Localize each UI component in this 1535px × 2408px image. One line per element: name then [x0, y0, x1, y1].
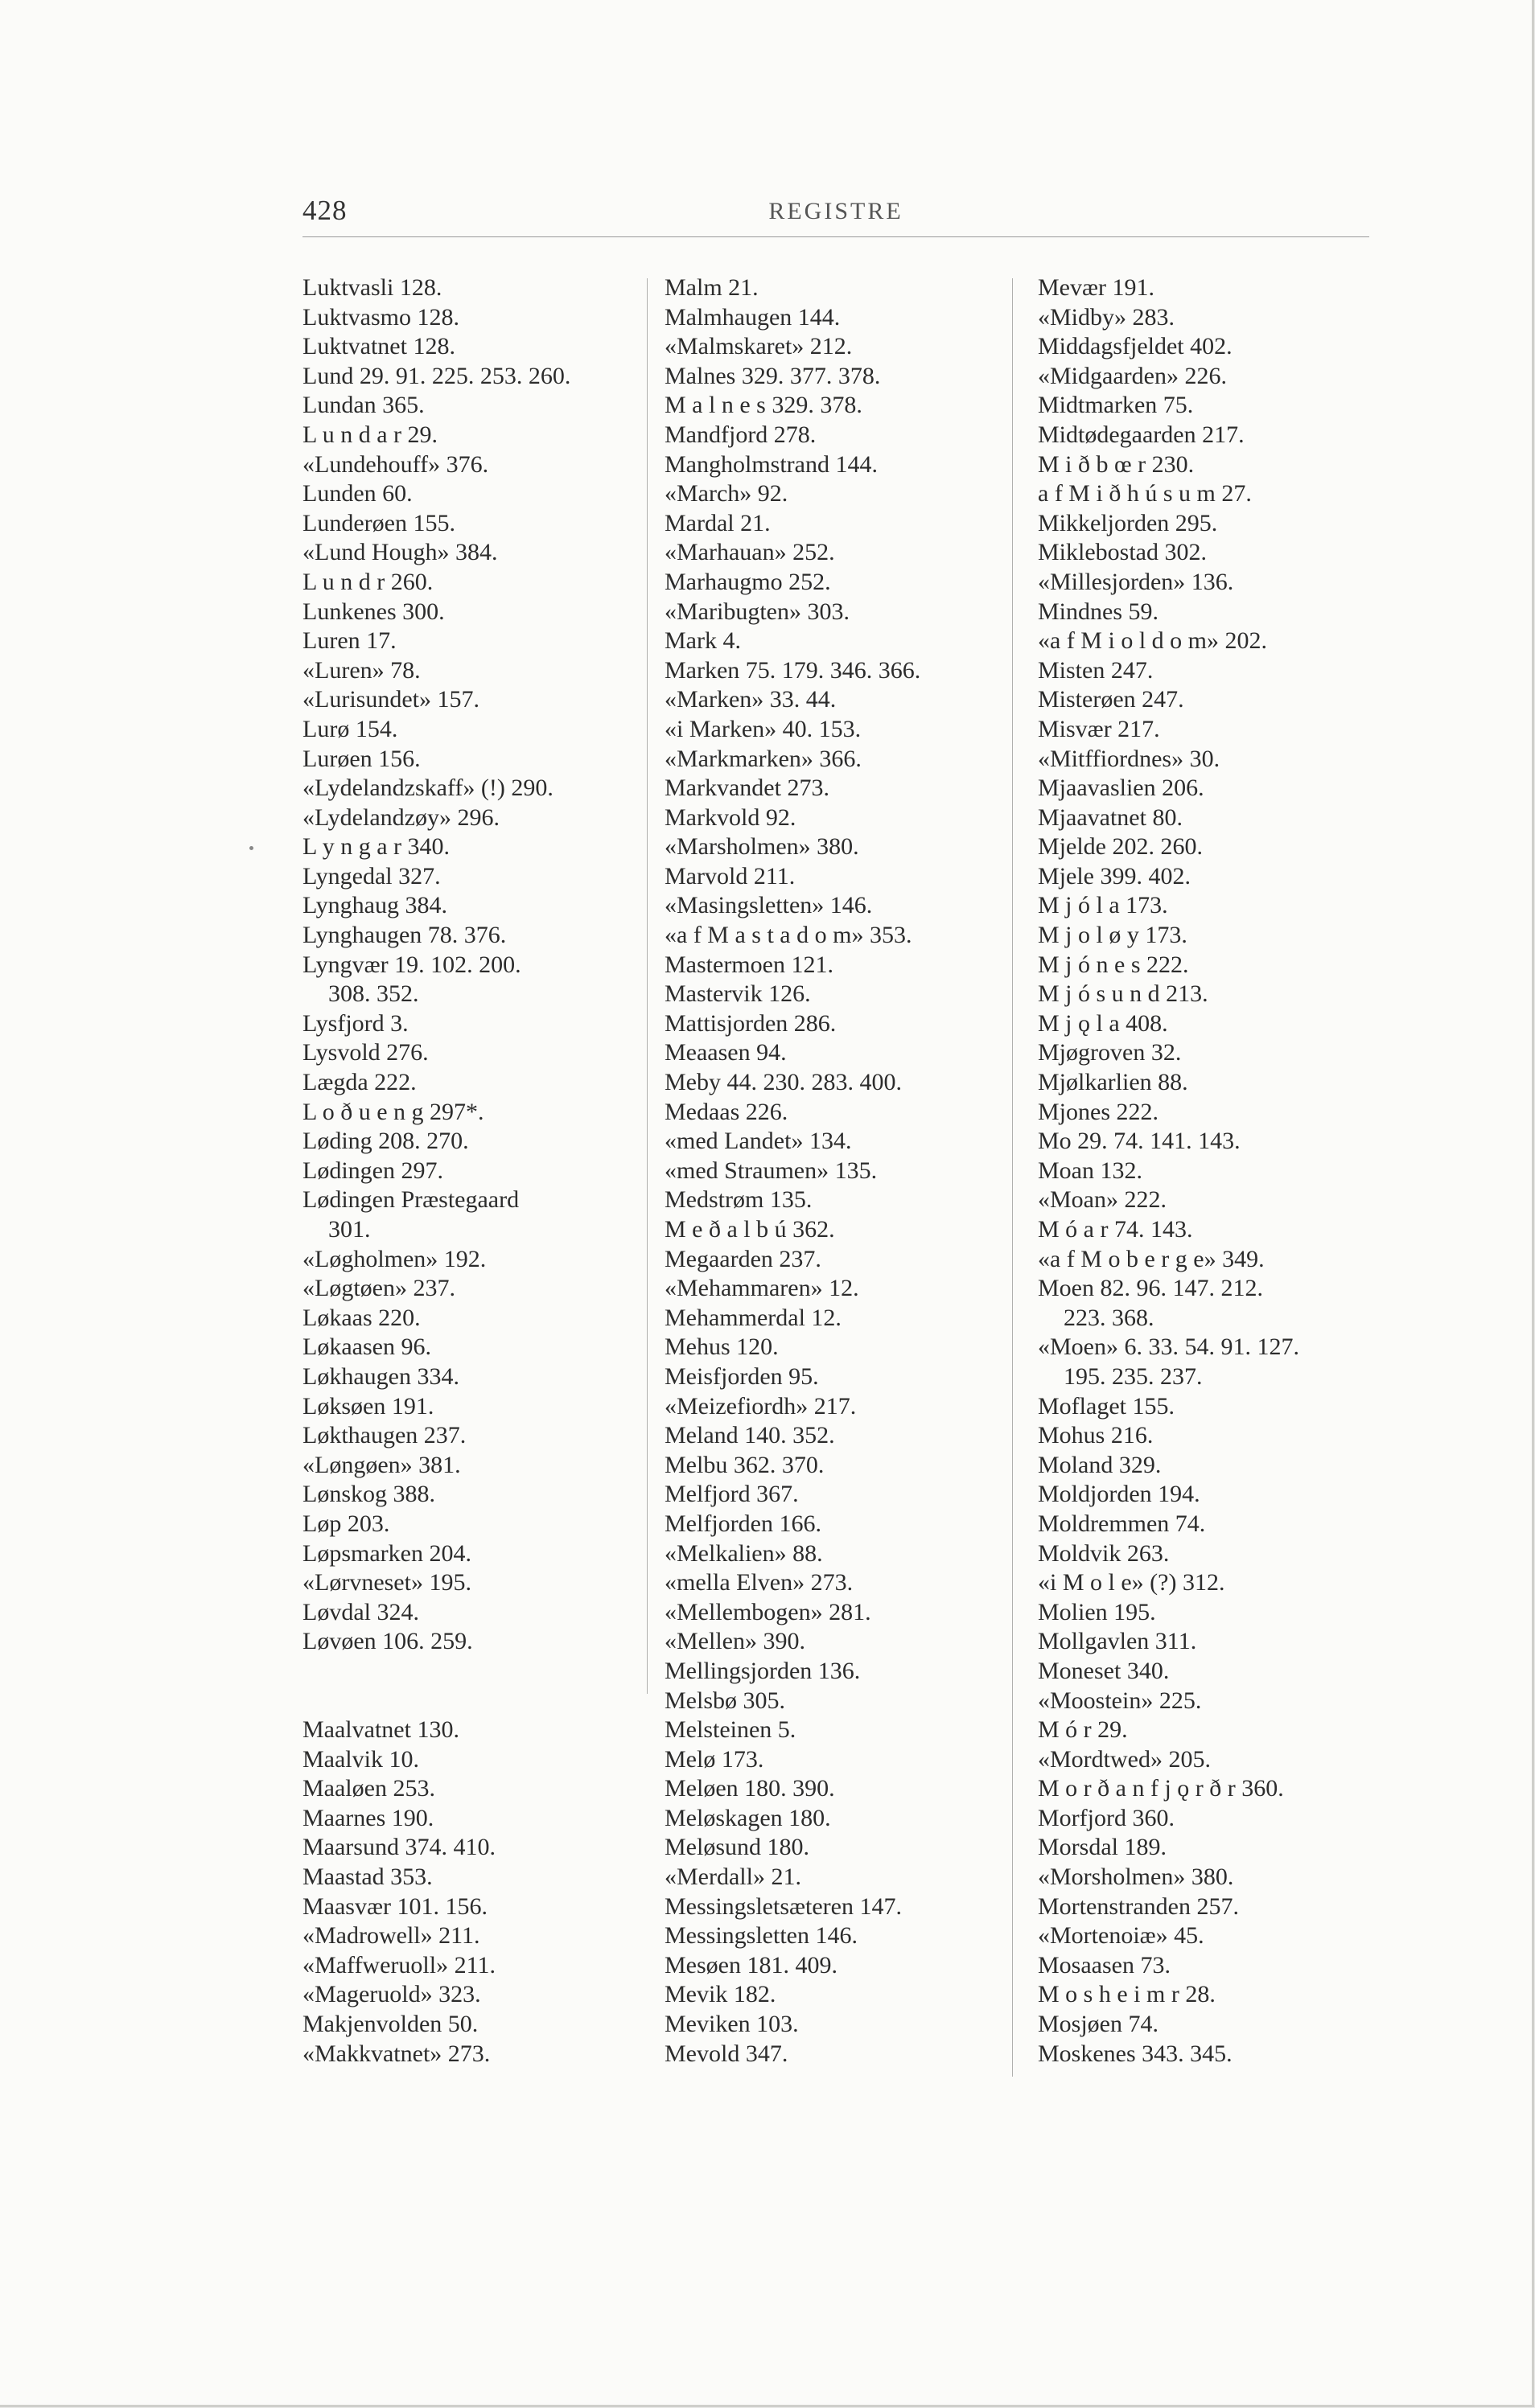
- index-entry: Luktvasmo 128.: [302, 303, 459, 331]
- index-entry: «Millesjorden» 136.: [1038, 568, 1234, 595]
- index-entry: Marken 75. 179. 346. 366.: [665, 656, 921, 684]
- index-entry: M j ó l a 173.: [1038, 892, 1168, 919]
- column-divider: [1012, 278, 1013, 2077]
- index-entry: Mo 29. 74. 141. 143.: [1038, 1128, 1241, 1155]
- index-entry: Lundan 365.: [302, 392, 425, 419]
- index-entry: Messingsletsæteren 147.: [665, 1892, 902, 1920]
- index-entry: M j o l ø y 173.: [1038, 922, 1187, 949]
- index-entry: Midtmarken 75.: [1038, 392, 1194, 419]
- index-entry: Mjøgroven 32.: [1038, 1039, 1182, 1066]
- index-entry: «Maffweruoll» 211.: [302, 1951, 496, 1979]
- index-entry: «Løgholmen» 192.: [302, 1245, 487, 1272]
- index-entry: Malmhaugen 144.: [665, 303, 841, 331]
- index-entry: Moskenes 343. 345.: [1038, 2040, 1233, 2067]
- index-entry: «i Marken» 40. 153.: [665, 715, 862, 742]
- index-entry: Lødingen 297.: [302, 1157, 443, 1184]
- index-entry: Mjele 399. 402.: [1038, 862, 1191, 890]
- index-column-1: [302, 273, 640, 2069]
- index-entry: «Makkvatnet» 273.: [302, 2040, 491, 2067]
- index-entry: Malnes 329. 377. 378.: [665, 362, 881, 389]
- index-entry: «a f M o b e r g e» 349.: [1038, 1245, 1265, 1272]
- index-entry: «Marken» 33. 44.: [665, 686, 837, 713]
- index-entry: 195. 235. 237.: [1064, 1362, 1203, 1390]
- index-entry: Meby 44. 230. 283. 400.: [665, 1069, 902, 1096]
- index-entry: Melsteinen 5.: [665, 1716, 796, 1744]
- index-entry: Medstrøm 135.: [665, 1186, 813, 1214]
- index-entry: Lægda 222.: [302, 1069, 417, 1096]
- index-entry: Mattisjorden 286.: [665, 1009, 837, 1037]
- index-entry: Moen 82. 96. 147. 212.: [1038, 1275, 1263, 1302]
- index-entry: «Markmarken» 366.: [665, 745, 862, 772]
- index-entry: Løp 203.: [302, 1510, 390, 1537]
- index-entry: Lurøen 156.: [302, 745, 421, 772]
- index-entry: Lynghaugen 78. 376.: [302, 922, 507, 949]
- index-entry: «Maribugten» 303.: [665, 598, 850, 625]
- index-entry: Medaas 226.: [665, 1098, 788, 1125]
- index-entry: Middagsfjeldet 402.: [1038, 333, 1233, 360]
- index-entry: Luktvasli 128.: [302, 274, 442, 301]
- index-entry: Mindnes 59.: [1038, 598, 1158, 625]
- index-entry: «Lund Hough» 384.: [302, 539, 498, 566]
- index-entry: L y n g a r 340.: [302, 833, 451, 861]
- index-entry: Meløskagen 180.: [665, 1804, 831, 1831]
- index-entry: Mortenstranden 257.: [1038, 1892, 1239, 1920]
- index-entry: Moldvik 263.: [1038, 1539, 1170, 1567]
- index-entry: «Moostein» 225.: [1038, 1687, 1202, 1714]
- index-entry: Melbu 362. 370.: [665, 1451, 825, 1478]
- index-entry: Markvold 92.: [665, 803, 796, 831]
- index-entry: Mevær 191.: [1038, 274, 1154, 301]
- index-entry: «Luren» 78.: [302, 656, 421, 684]
- index-entry: Mastermoen 121.: [665, 951, 833, 978]
- index-entry: M o r ð a n f j ǫ r ð r 360.: [1038, 1775, 1284, 1802]
- index-entry: Lurø 154.: [302, 715, 398, 742]
- index-entry: Mevik 182.: [665, 1981, 776, 2008]
- index-entry: Mehammerdal 12.: [665, 1304, 842, 1331]
- index-entry: «March» 92.: [665, 480, 788, 507]
- index-entry: Maalvatnet 130.: [302, 1716, 459, 1744]
- index-entry: M e ð a l b ú 362.: [665, 1216, 835, 1243]
- index-entry: 308. 352.: [328, 980, 419, 1008]
- index-entry: Mevold 347.: [665, 2040, 788, 2067]
- index-entry: «Madrowell» 211.: [302, 1922, 480, 1950]
- index-entry: Mandfjord 278.: [665, 421, 817, 448]
- index-entry: Maastad 353.: [302, 1864, 433, 1891]
- index-entry: «Løngøen» 381.: [302, 1451, 461, 1478]
- index-entry: [302, 1687, 640, 1716]
- index-entry: «Mehammaren» 12.: [665, 1275, 859, 1302]
- index-entry: Mjelde 202. 260.: [1038, 833, 1203, 861]
- index-entry: «Marsholmen» 380.: [665, 833, 859, 861]
- index-entry: Mark 4.: [665, 627, 741, 655]
- index-entry: M j ó s u n d 213.: [1038, 980, 1208, 1008]
- index-entry: Løvøen 106. 259.: [302, 1628, 473, 1655]
- index-entry: 301.: [328, 1216, 371, 1243]
- index-entry: Mjølkarlien 88.: [1038, 1069, 1188, 1096]
- index-entry: «Merdall» 21.: [665, 1864, 801, 1891]
- index-entry: «Moen» 6. 33. 54. 91. 127.: [1038, 1333, 1299, 1361]
- index-entry: «mella Elven» 273.: [665, 1569, 854, 1596]
- print-speck: [249, 846, 253, 850]
- index-entry: Malm 21.: [665, 274, 759, 301]
- index-entry: Meløsund 180.: [665, 1834, 809, 1861]
- running-head: REGISTRE: [768, 198, 903, 224]
- index-entry: Molien 195.: [1038, 1598, 1156, 1625]
- index-entry: «Moan» 222.: [1038, 1186, 1167, 1214]
- index-entry: «Lørvneset» 195.: [302, 1569, 471, 1596]
- index-entry: Miklebostad 302.: [1038, 539, 1207, 566]
- index-entry: M j ó n e s 222.: [1038, 951, 1189, 978]
- index-entry: «Meizefiordh» 217.: [665, 1392, 857, 1420]
- index-entry: «a f M i o l d o m» 202.: [1038, 627, 1267, 655]
- index-entry: «Lydelandzøy» 296.: [302, 803, 500, 831]
- index-entry: Løkaasen 96.: [302, 1333, 431, 1361]
- index-entry: Løksøen 191.: [302, 1392, 434, 1420]
- index-entry: Lysfjord 3.: [302, 1009, 409, 1037]
- page-header: [302, 195, 1369, 237]
- index-entry: Marhaugmo 252.: [665, 568, 831, 595]
- index-entry: Løpsmarken 204.: [302, 1539, 471, 1567]
- index-entry: Meland 140. 352.: [665, 1422, 835, 1449]
- index-entry: Meviken 103.: [665, 2011, 799, 2038]
- index-entry: Moldremmen 74.: [1038, 1510, 1206, 1537]
- index-entry: Morsdal 189.: [1038, 1834, 1167, 1861]
- index-column-3: [1038, 273, 1376, 2069]
- index-entry: Løding 208. 270.: [302, 1128, 469, 1155]
- index-entry: «Midgaarden» 226.: [1038, 362, 1227, 389]
- index-entry: «Lundehouff» 376.: [302, 450, 489, 478]
- index-entry: M a l n e s 329. 378.: [665, 392, 862, 419]
- index-entry: Lyngvær 19. 102. 200.: [302, 951, 521, 978]
- index-entry: Løkthaugen 237.: [302, 1422, 467, 1449]
- index-entry: «Midby» 283.: [1038, 303, 1175, 331]
- index-entry: Mardal 21.: [665, 509, 771, 536]
- index-entry: «Mortenoiæ» 45.: [1038, 1922, 1204, 1950]
- index-entry: Meløen 180. 390.: [665, 1775, 835, 1802]
- index-entry: «Mellen» 390.: [665, 1628, 805, 1655]
- index-entry: Meisfjorden 95.: [665, 1362, 819, 1390]
- index-entry: Markvandet 273.: [665, 775, 829, 802]
- index-entry: L u n d r 260.: [302, 568, 434, 595]
- index-entry: Løvdal 324.: [302, 1598, 419, 1625]
- index-entry: Misvær 217.: [1038, 715, 1160, 742]
- index-entry: «Lurisundet» 157.: [302, 686, 479, 713]
- index-entry: Megaarden 237.: [665, 1245, 821, 1272]
- index-entry: M ó r 29.: [1038, 1716, 1128, 1744]
- index-entry: «Mitffiordnes» 30.: [1038, 745, 1220, 772]
- index-entry: Lunden 60.: [302, 480, 413, 507]
- index-entry: Melø 173.: [665, 1745, 764, 1773]
- index-entry: Lund 29. 91. 225. 253. 260.: [302, 362, 571, 389]
- index-entry: «med Straumen» 135.: [665, 1157, 878, 1184]
- index-entry: M i ð b œ r 230.: [1038, 450, 1195, 478]
- index-entry: [302, 1657, 640, 1687]
- index-entry: «Mordtwed» 205.: [1038, 1745, 1211, 1773]
- index-entry: «Malmskaret» 212.: [665, 333, 853, 360]
- index-entry: Mosaasen 73.: [1038, 1951, 1171, 1979]
- index-entry: Makjenvolden 50.: [302, 2011, 479, 2038]
- index-entry: Maarnes 190.: [302, 1804, 434, 1831]
- index-entry: Mollgavlen 311.: [1038, 1628, 1197, 1655]
- index-entry: «Løgtøen» 237.: [302, 1275, 455, 1302]
- index-entry: Messingsletten 146.: [665, 1922, 858, 1950]
- index-entry: M o s h e i m r 28.: [1038, 1981, 1216, 2008]
- index-entry: Mjaavaslien 206.: [1038, 775, 1204, 802]
- index-entry: Luren 17.: [302, 627, 397, 655]
- index-entry: «Masingsletten» 146.: [665, 892, 873, 919]
- index-entry: Midtødegaarden 217.: [1038, 421, 1245, 448]
- index-entry: Moland 329.: [1038, 1451, 1162, 1478]
- index-entry: Luktvatnet 128.: [302, 333, 455, 360]
- index-entry: a f M i ð h ú s u m 27.: [1038, 480, 1252, 507]
- index-entry: «Melkalien» 88.: [665, 1539, 823, 1567]
- index-entry: 223. 368.: [1064, 1304, 1154, 1331]
- index-entry: Maalvik 10.: [302, 1745, 419, 1773]
- index-entry: Lønskog 388.: [302, 1481, 435, 1508]
- index-entry: «Marhauan» 252.: [665, 539, 835, 566]
- index-entry: Lunkenes 300.: [302, 598, 445, 625]
- index-entry: «a f M a s t a d o m» 353.: [665, 922, 912, 949]
- index-entry: Moan 132.: [1038, 1157, 1142, 1184]
- index-entry: «i M o l e» (?) 312.: [1038, 1569, 1225, 1596]
- index-entry: Mohus 216.: [1038, 1422, 1154, 1449]
- index-entry: Løkaas 220.: [302, 1304, 421, 1331]
- page-number: 428: [302, 195, 348, 226]
- index-entry: Morfjord 360.: [1038, 1804, 1175, 1831]
- index-entry: Løkhaugen 334.: [302, 1362, 459, 1390]
- index-entry: M j ǫ l a 408.: [1038, 1009, 1168, 1037]
- index-entry: Misterøen 247.: [1038, 686, 1184, 713]
- index-entry: Lyngedal 327.: [302, 862, 441, 890]
- index-column-2: [665, 273, 1019, 2069]
- index-entry: Mjones 222.: [1038, 1098, 1158, 1125]
- index-entry: L o ð u e n g 297*.: [302, 1098, 484, 1125]
- index-entry: Melsbø 305.: [665, 1687, 785, 1714]
- index-entry: Melfjorden 166.: [665, 1510, 821, 1537]
- index-entry: Mehus 120.: [665, 1333, 779, 1361]
- index-entry: Lynghaug 384.: [302, 892, 447, 919]
- index-entry: Maarsund 374. 410.: [302, 1834, 496, 1861]
- index-entry: Moflaget 155.: [1038, 1392, 1175, 1420]
- index-entry: Maasvær 101. 156.: [302, 1892, 488, 1920]
- index-entry: Marvold 211.: [665, 862, 796, 890]
- index-entry: «Mellembogen» 281.: [665, 1598, 871, 1625]
- index-entry: Mellingsjorden 136.: [665, 1657, 861, 1684]
- index-entry: Mastervik 126.: [665, 980, 811, 1008]
- index-entry: «med Landet» 134.: [665, 1128, 852, 1155]
- index-entry: Melfjord 367.: [665, 1481, 799, 1508]
- index-entry: Meaasen 94.: [665, 1039, 787, 1066]
- index-entry: Lysvold 276.: [302, 1039, 429, 1066]
- index-entry: «Lydelandzskaff» (!) 290.: [302, 775, 554, 802]
- index-entry: Lunderøen 155.: [302, 509, 455, 536]
- index-entry: Mosjøen 74.: [1038, 2011, 1158, 2038]
- index-entry: Misten 247.: [1038, 656, 1154, 684]
- index-entry: Mangholmstrand 144.: [665, 450, 878, 478]
- index-entry: «Morsholmen» 380.: [1038, 1864, 1234, 1891]
- index-entry: Mjaavatnet 80.: [1038, 803, 1183, 831]
- index-entry: Maaløen 253.: [302, 1775, 435, 1802]
- index-entry: Mikkeljorden 295.: [1038, 509, 1218, 536]
- index-entry: Mesøen 181. 409.: [665, 1951, 837, 1979]
- index-entry: Moneset 340.: [1038, 1657, 1170, 1684]
- column-divider: [647, 278, 648, 1694]
- index-entry: Lødingen Præstegaard: [302, 1186, 520, 1214]
- index-entry: L u n d a r 29.: [302, 421, 438, 448]
- index-entry: Moldjorden 194.: [1038, 1481, 1200, 1508]
- index-entry: M ó a r 74. 143.: [1038, 1216, 1193, 1243]
- index-entry: «Mageruold» 323.: [302, 1981, 481, 2008]
